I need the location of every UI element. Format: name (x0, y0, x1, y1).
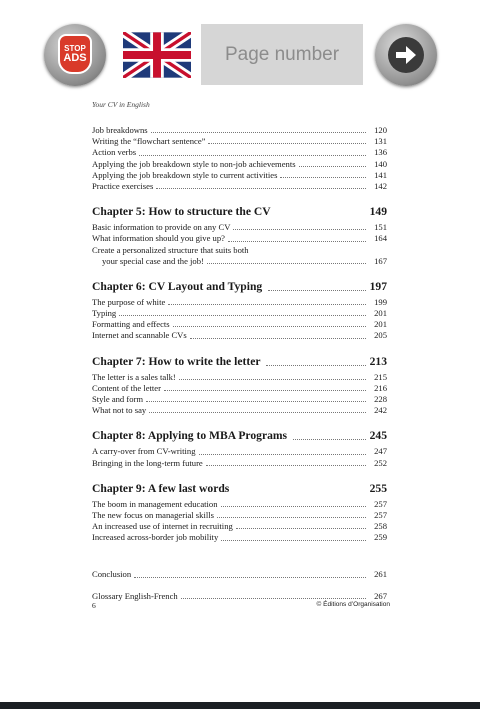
uk-flag-icon[interactable] (123, 32, 191, 78)
stop-ads-label-line1: STOP (64, 44, 86, 53)
toc-entry[interactable]: your special case and the job! 167 (102, 255, 387, 266)
toc-entry[interactable]: An increased use of internet in recruiting 258 (92, 521, 387, 532)
toc-entry[interactable]: Formatting and effects 201 (92, 319, 387, 330)
toc-entry[interactable]: Job breakdowns 120 (92, 124, 387, 135)
toc-entry[interactable]: The letter is a sales talk! 215 (92, 371, 387, 382)
toc-chapter-heading[interactable]: Chapter 8: Applying to MBA Programs 245 (92, 429, 387, 443)
toc-entry[interactable]: The boom in management education 257 (92, 498, 387, 509)
publisher-credit: © Éditions d’Organisation (316, 601, 390, 608)
toc-entry[interactable]: Bringing in the long-term future 252 (92, 457, 387, 468)
bottom-bar (0, 702, 480, 709)
reader-toolbar (0, 0, 480, 92)
toc-entry[interactable]: Practice exercises 142 (92, 180, 387, 191)
toc-entry[interactable]: What information should you give up? 164 (92, 233, 387, 244)
table-of-contents (92, 125, 387, 602)
toc-entry[interactable]: Basic information to provide on any CV 151 (92, 222, 387, 233)
toc-entry[interactable]: Writing the “flowchart sentence” 131 (92, 136, 387, 147)
toc-entry[interactable]: Increased across-border job mobility 259 (92, 532, 387, 543)
toc-entry[interactable]: Create a personalized structure that suits both (92, 244, 249, 255)
toc-entry-glossary[interactable]: Glossary English-French 267 (92, 590, 387, 601)
stop-ads-label-line2: ADS (63, 52, 87, 64)
toc-entry[interactable]: The new focus on managerial skills 257 (92, 509, 387, 520)
page-number-input[interactable]: Page number (201, 24, 363, 85)
toc-entry[interactable]: What not to say 242 (92, 405, 387, 416)
arrow-right-icon (388, 37, 424, 73)
toc-entry[interactable]: Applying the job breakdown style to non-job achievements 140 (92, 158, 387, 169)
toc-entry[interactable]: Internet and scannable CVs 205 (92, 330, 387, 341)
toc-entry[interactable]: Action verbs 136 (92, 147, 387, 158)
stop-ads-button[interactable] (44, 24, 106, 86)
toc-chapter-heading[interactable]: Chapter 9: A few last words 255 (92, 481, 387, 495)
running-head: Your CV in English (92, 100, 150, 109)
toc-chapter-heading[interactable]: Chapter 5: How to structure the CV 149 (92, 205, 387, 219)
toc-entry[interactable]: Content of the letter 216 (92, 382, 387, 393)
toc-entry[interactable]: Applying the job breakdown style to current activities 141 (92, 169, 387, 180)
toc-entry[interactable]: A carry-over from CV-writing 247 (92, 446, 387, 457)
toc-entry[interactable]: The purpose of white 199 (92, 296, 387, 307)
next-page-button[interactable] (375, 24, 437, 86)
toc-entry[interactable]: Typing 201 (92, 308, 387, 319)
toc-entry-conclusion[interactable]: Conclusion 261 (92, 569, 387, 580)
page-folio: 6 (92, 601, 96, 610)
toc-chapter-heading[interactable]: Chapter 7: How to write the letter 213 (92, 354, 387, 368)
toc-entry[interactable]: Style and form 228 (92, 393, 387, 404)
toc-chapter-heading[interactable]: Chapter 6: CV Layout and Typing 197 (92, 279, 387, 293)
